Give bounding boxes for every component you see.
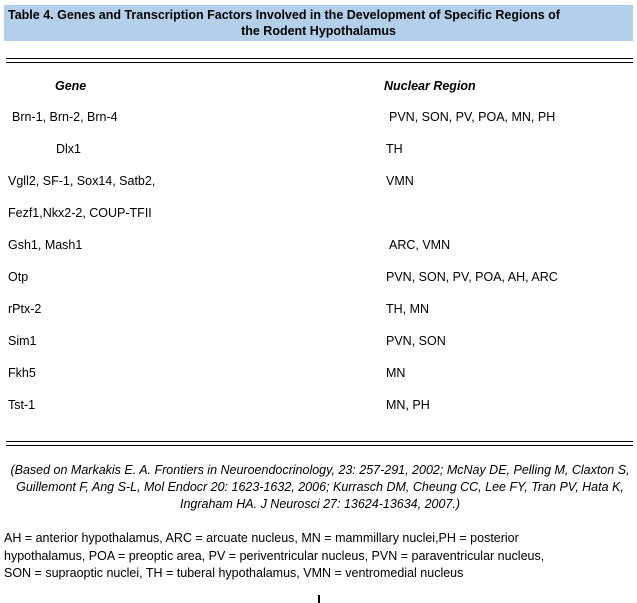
region-cell: MN, PH xyxy=(386,398,430,412)
gene-cell: Vgll2, SF-1, Sox14, Satb2, xyxy=(8,174,156,188)
gene-cell: Gsh1, Mash1 xyxy=(8,238,83,252)
region-cell: PVN, SON, PV, POA, AH, ARC xyxy=(386,270,558,284)
gene-cell: rPtx-2 xyxy=(8,302,42,316)
bottom-rule-2 xyxy=(6,445,633,446)
top-rule-2 xyxy=(6,62,633,63)
column-header-region: Nuclear Region xyxy=(384,79,476,93)
top-rule-1 xyxy=(6,58,633,59)
text-cursor xyxy=(318,595,320,603)
table-title xyxy=(4,5,633,41)
citation-note: (Based on Markakis E. A. Frontiers in Neuroendocrinology, 23: 257-291, 2002; McNay DE, Pelling M, Claxton S, Guillemont F, Ang S-L, Mol Endocr 20: 1623-1632, 2006; Kurrasch DM, Cheung CC, Lee FY, Tran PV, Hata K, Ingraham HA. J Neurosci 27: 13624-13634, 2007.) xyxy=(10,463,630,511)
gene-cell: Dlx1 xyxy=(56,142,82,156)
column-header-gene: Gene xyxy=(55,79,87,93)
table-title-line-2: the Rodent Hypothalamus xyxy=(241,24,396,38)
region-cell: ARC, VMN xyxy=(389,238,451,252)
gene-cell: Sim1 xyxy=(8,334,37,348)
gene-cell: Otp xyxy=(8,270,29,284)
gene-cell: Fezf1,Nkx2-2, COUP-TFII xyxy=(8,206,152,220)
region-cell: PVN, SON xyxy=(386,334,446,348)
region-cell: VMN xyxy=(386,174,414,188)
region-cell: TH xyxy=(386,142,403,156)
gene-cell: Fkh5 xyxy=(8,366,36,380)
abbreviations-note: AH = anterior hypothalamus, ARC = arcuate nucleus, MN = mammillary nuclei,PH = posterior hypothalamus, POA = preoptic area, PV = periventricular nucleus, PVN = paraventricular nucleus, SON = supraoptic nuclei, TH = tuberal hypothalamus, VMN = ventromedial nucleus xyxy=(4,531,545,580)
region-cell: PVN, SON, PV, POA, MN, PH xyxy=(389,110,556,124)
gene-cell: Tst-1 xyxy=(8,398,36,412)
bottom-rule-1 xyxy=(6,441,633,442)
table-title-line-1: Table 4. Genes and Transcription Factors Involved in the Development of Specific Regions of xyxy=(8,8,560,22)
region-cell: TH, MN xyxy=(386,302,430,316)
region-cell: MN xyxy=(386,366,406,380)
gene-cell: Brn-1, Brn-2, Brn-4 xyxy=(12,110,118,124)
